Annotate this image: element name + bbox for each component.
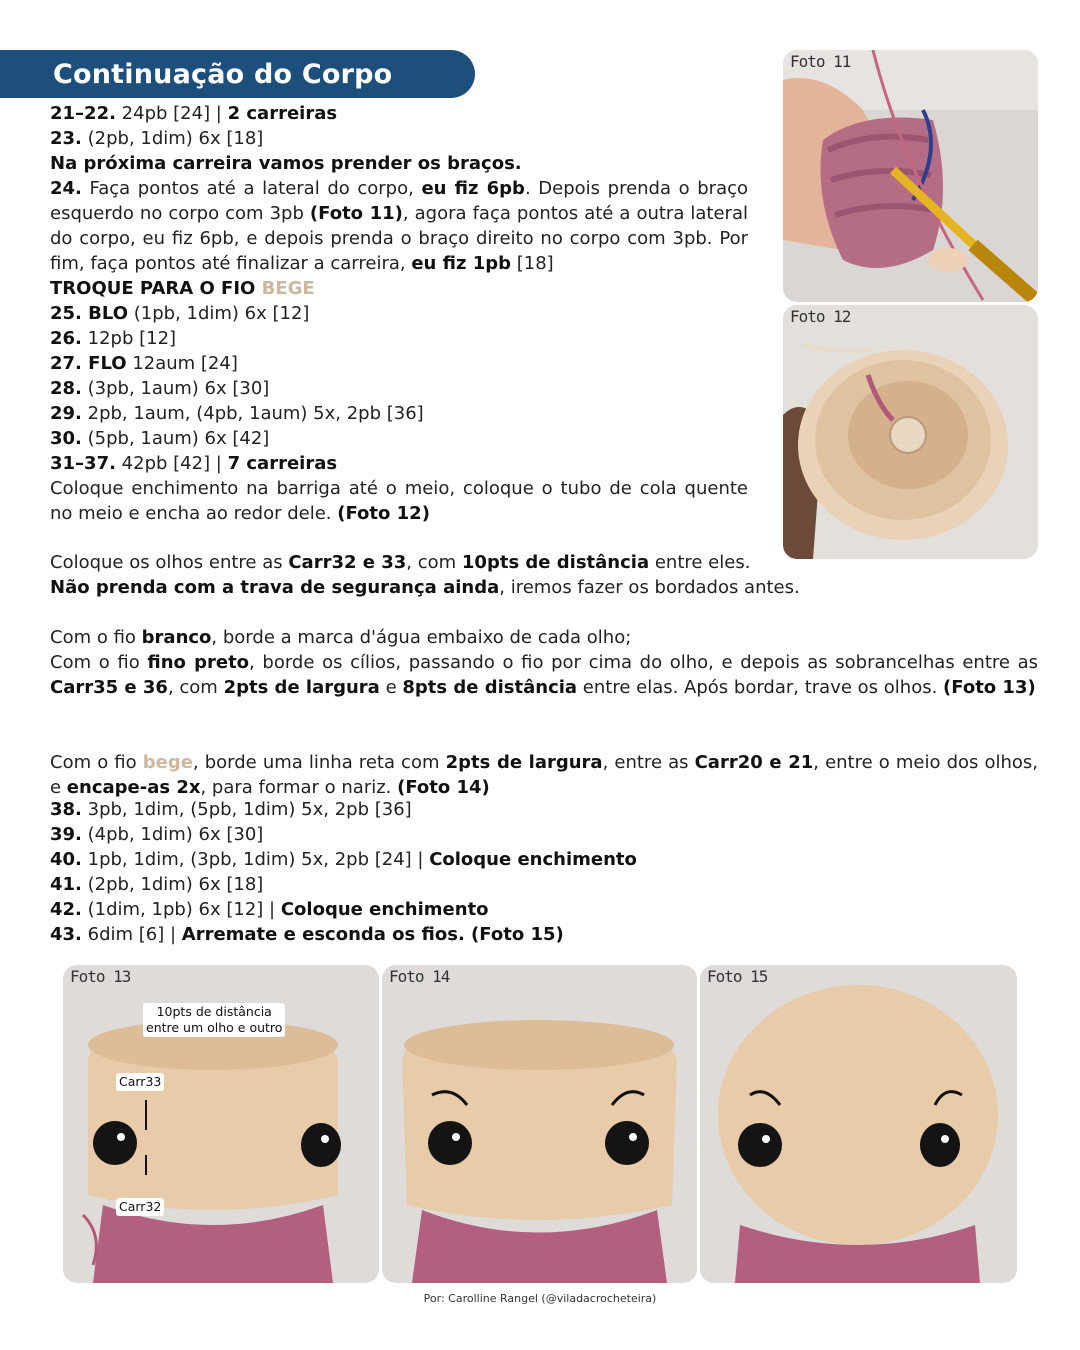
instruction-line: [50, 276, 750, 301]
photo-11: [783, 50, 1038, 302]
photo-13-label: Foto 13: [70, 967, 131, 986]
photo-15-label: Foto 15: [707, 967, 768, 986]
instruction-line: [50, 426, 750, 451]
text-run: 2pts de largura: [223, 677, 380, 698]
text-run: Faça pontos até a lateral do corpo,: [81, 178, 422, 199]
photo-12: [783, 305, 1038, 559]
nose-paragraph: [50, 750, 1038, 800]
text-run: Carr20 e 21: [694, 752, 814, 773]
embroidery-instructions: [50, 625, 1038, 700]
text-run: TROQUE PARA O FIO: [50, 278, 262, 299]
instruction-line: [50, 575, 1040, 600]
instruction-line: [50, 922, 750, 947]
text-run: Arremate e esconda os fios. (Foto 15): [181, 924, 564, 945]
text-run: Coloque os olhos entre as: [50, 552, 289, 573]
carr33-annotation: Carr33: [116, 1073, 164, 1091]
instruction-line: [50, 151, 750, 176]
text-run: e: [379, 677, 403, 698]
section-title-banner: [0, 50, 475, 98]
text-run: 2pb, 1aum, (4pb, 1aum) 5x, 2pb [36]: [81, 403, 424, 424]
text-run: , agora faça pontos até a outra lateral do corpo, eu fiz 6pb, e depois prenda o braço direito no corpo com 3pb. Por fim, faça pontos até finalizar a carreira,: [50, 203, 748, 274]
text-run: Coloque enchimento na barriga até o meio, coloque o tubo de cola quente no meio e encha ao redor dele.: [50, 478, 748, 524]
text-run: 38.: [50, 799, 82, 820]
text-run: 12aum [24]: [126, 353, 238, 374]
instruction-line: [50, 126, 750, 151]
instruction-line: [50, 822, 750, 847]
photo-15: [700, 965, 1017, 1283]
photo-13: [63, 965, 379, 1283]
rows-21-23: [50, 101, 750, 176]
text-run: (Foto 14): [397, 777, 490, 798]
rows-38-43: [50, 797, 750, 947]
section-title: Continuação do Corpo: [53, 58, 393, 90]
text-run: (2pb, 1dim) 6x [18]: [81, 128, 264, 149]
distance-annotation-line1: 10pts de distância: [156, 1004, 272, 1019]
text-run: 39.: [50, 824, 82, 845]
text-run: 25. BLO: [50, 303, 129, 324]
text-run: entre eles.: [649, 552, 751, 573]
text-run: 2pts de largura: [445, 752, 603, 773]
text-run: encape-as 2x: [66, 777, 201, 798]
text-run: (3pb, 1aum) 6x [30]: [81, 378, 270, 399]
text-run: eu fiz 6pb: [421, 178, 525, 199]
photo-11-illustration: [783, 50, 1038, 302]
text-run: 42pb [42] |: [115, 453, 228, 474]
instruction-line: [50, 101, 750, 126]
photo-14: [382, 965, 697, 1283]
photo-15-illustration: [700, 965, 1017, 1283]
instruction-line: [50, 872, 750, 897]
text-run: Na próxima carreira vamos prender os braços.: [50, 153, 522, 174]
text-run: entre elas. Após bordar, trave os olhos.: [577, 677, 944, 698]
instruction-paragraph: [50, 650, 1038, 700]
text-run: Com o fio: [50, 652, 148, 673]
text-run: . Depois prenda o braço esquerdo no corpo com 3pb: [50, 178, 749, 224]
text-run: 41.: [50, 874, 82, 895]
text-run: 24pb [24] |: [115, 103, 228, 124]
text-run: , com: [406, 552, 462, 573]
photo-14-illustration: [382, 965, 697, 1283]
author-credit: Por: Carolline Rangel (@viladacrocheteira): [423, 1292, 657, 1305]
text-run: , iremos fazer os bordados antes.: [499, 577, 800, 598]
text-run: , entre as: [602, 752, 695, 773]
text-run: eu fiz 1pb: [411, 253, 511, 274]
text-run: (2pb, 1dim) 6x [18]: [81, 874, 264, 895]
instruction-line: [50, 401, 750, 426]
text-run: 24.: [50, 178, 82, 199]
text-run: 42.: [50, 899, 82, 920]
instruction-line: [50, 451, 750, 476]
instruction-line: [50, 797, 750, 822]
text-run: 3pb, 1dim, (5pb, 1dim) 5x, 2pb [36]: [81, 799, 412, 820]
text-run: 28.: [50, 378, 82, 399]
text-run: , com: [167, 677, 224, 698]
text-run: 10pts de distância: [461, 552, 650, 573]
text-run: Com o fio: [50, 752, 143, 773]
photo-14-label: Foto 14: [389, 967, 450, 986]
text-run: (Foto 12): [337, 503, 430, 524]
distance-annotation: [143, 1003, 285, 1037]
text-run: fino preto: [147, 652, 250, 673]
text-run: Carr32 e 33: [288, 552, 407, 573]
text-run: 26.: [50, 328, 82, 349]
text-run: 27. FLO: [50, 353, 127, 374]
text-run: Coloque enchimento: [280, 899, 489, 920]
photo-11-label: Foto 11: [790, 52, 851, 71]
text-run: 1pb, 1dim, (3pb, 1dim) 5x, 2pb [24] |: [81, 849, 430, 870]
text-run: bege: [142, 752, 193, 773]
text-run: (1dim, 1pb) 6x [12] |: [81, 899, 281, 920]
text-run: (Foto 11): [309, 203, 403, 224]
stuffing-paragraph: [50, 476, 748, 526]
text-run: (5pb, 1aum) 6x [42]: [81, 428, 270, 449]
text-run: 43.: [50, 924, 82, 945]
text-run: 8pts de distância: [402, 677, 578, 698]
text-run: Carr35 e 36: [50, 677, 168, 698]
instruction-line: [50, 847, 750, 872]
text-run: , para formar o nariz.: [200, 777, 398, 798]
row-24-paragraph: [50, 176, 748, 276]
text-run: branco: [141, 627, 212, 648]
text-run: Não prenda com a trava de segurança ainda: [50, 577, 500, 598]
instruction-line: [50, 301, 750, 326]
text-run: , borde os cílios, passando o fio por cima do olho, e depois as sobrancelhas entre as: [249, 652, 1038, 673]
text-run: 12pb [12]: [81, 328, 177, 349]
text-run: BEGE: [261, 278, 315, 299]
text-run: 31–37.: [50, 453, 116, 474]
text-run: Coloque enchimento: [429, 849, 637, 870]
text-run: (Foto 13): [943, 677, 1036, 698]
text-run: 21–22.: [50, 103, 116, 124]
text-run: (4pb, 1dim) 6x [30]: [81, 824, 264, 845]
instruction-line: [50, 326, 750, 351]
text-run: 2 carreiras: [227, 103, 338, 124]
distance-annotation-line2: entre um olho e outro: [146, 1020, 283, 1035]
text-run: 40.: [50, 849, 82, 870]
photo-12-label: Foto 12: [790, 307, 851, 326]
text-run: 23.: [50, 128, 82, 149]
instruction-line: [50, 625, 1038, 650]
text-run: [18]: [511, 253, 554, 274]
rows-25-37: [50, 276, 750, 476]
text-run: 29.: [50, 403, 82, 424]
carr32-annotation: Carr32: [116, 1198, 164, 1216]
text-run: Com o fio: [50, 627, 142, 648]
text-run: 7 carreiras: [227, 453, 338, 474]
text-run: 30.: [50, 428, 82, 449]
text-run: , entre o meio dos olhos, e: [50, 752, 1038, 798]
text-run: , borde a marca d'água embaixo de cada olho;: [211, 627, 632, 648]
text-run: , borde uma linha reta com: [192, 752, 446, 773]
text-run: (1pb, 1dim) 6x [12]: [128, 303, 310, 324]
instruction-line: [50, 351, 750, 376]
instruction-line: [50, 897, 750, 922]
instruction-line: [50, 376, 750, 401]
text-run: 6dim [6] |: [81, 924, 182, 945]
photo-12-illustration: [783, 305, 1038, 559]
